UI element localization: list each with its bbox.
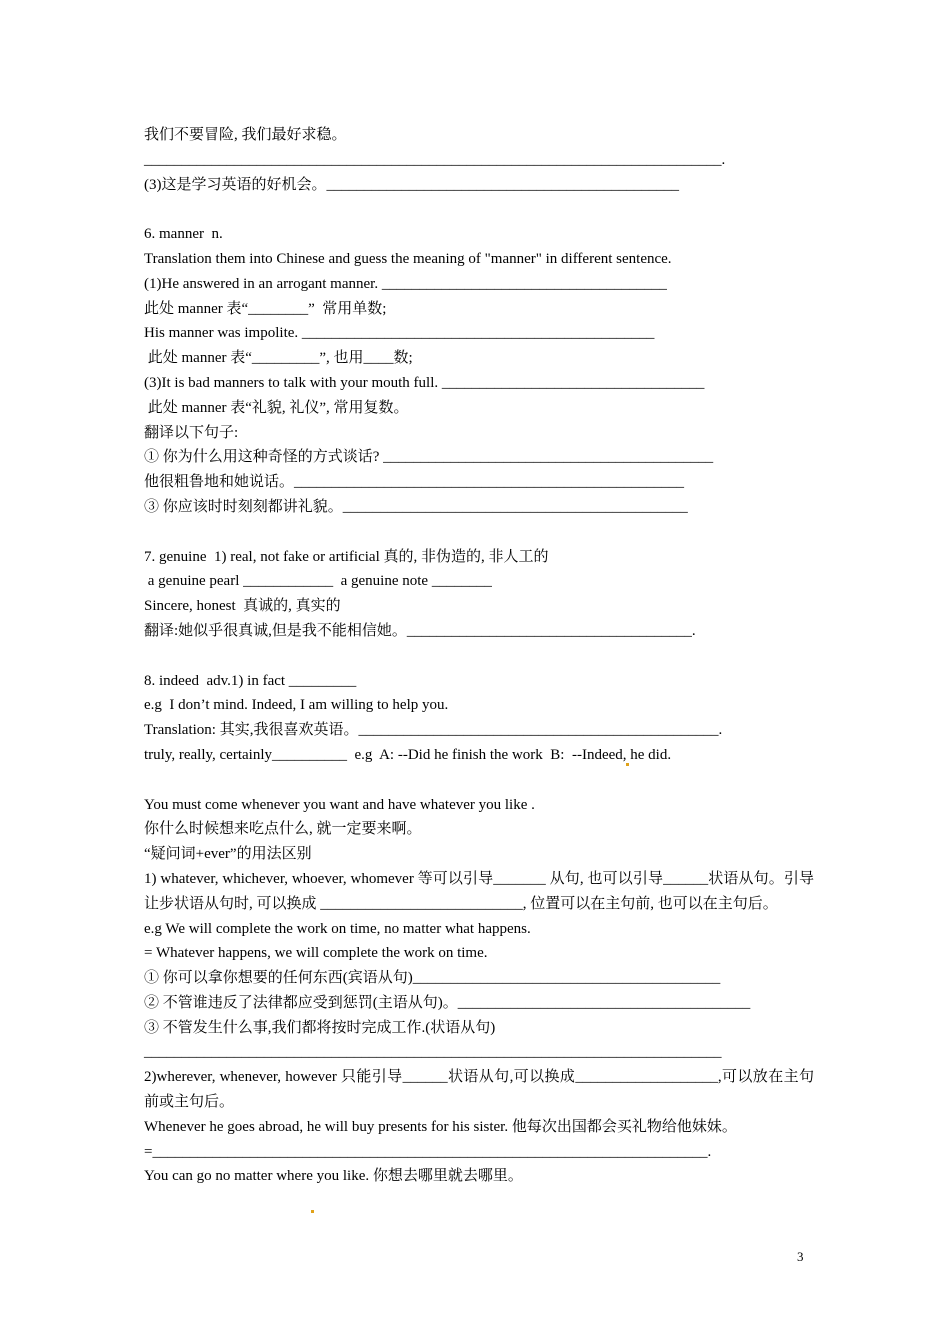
text-line: 此处 manner 表“________” 常用单数;	[144, 300, 387, 317]
section-heading-genuine: 7. genuine 1) real, not fake or artificial 真的, 非伪造的, 非人工的	[144, 548, 549, 565]
text-line: 他很粗鲁地和她说话。____________________________________________________	[144, 474, 685, 491]
text-line: You must come whenever you want and have whatever you like .	[144, 796, 535, 813]
text-line: 此处 manner 表“礼貌, 礼仪”, 常用复数。	[144, 399, 409, 416]
text-line: = Whatever happens, we will complete the work on time.	[144, 945, 488, 962]
page-number: 3	[797, 1249, 804, 1264]
text-line: ③ 不管发生什么事,我们都将按时完成工作.(状语从句)	[144, 1019, 496, 1036]
text-paragraph: 1) whatever, whichever, whoever, whomever 等可以引导_______ 从句, 也可以引导______状语从句。引导让步状语从句时, 可以换成 ___________________________, 位置可以在主句前, 也可以在主句后。	[144, 870, 814, 912]
spacer	[144, 520, 814, 545]
text-line: e.g I don’t mind. Indeed, I am willing to help you.	[144, 697, 449, 714]
answer-blank-line: =__________________________________________________________________________.	[144, 1143, 712, 1160]
highlight-mark	[311, 1210, 314, 1213]
text-line: ① 你可以拿你想要的任何东西(宾语从句)_________________________________________	[144, 970, 721, 987]
spacer	[144, 768, 814, 793]
text-line: ① 你为什么用这种奇怪的方式谈话? ____________________________________________	[144, 449, 714, 466]
text-line: (3)It is bad manners to talk with your mouth full. ___________________________________	[144, 374, 705, 391]
text-line: 我们不要冒险, 我们最好求稳。	[144, 127, 347, 143]
text-line: 你什么时候想来吃点什么, 就一定要来啊。	[144, 821, 422, 838]
answer-blank-line: _____________________________________________________________________________	[144, 1044, 722, 1061]
document-body	[144, 123, 814, 1189]
highlight-mark	[626, 763, 629, 766]
text-line: Translation: 其实,我很喜欢英语。________________________________________________.	[144, 722, 723, 739]
text-line: e.g We will complete the work on time, no matter what happens.	[144, 920, 531, 937]
spacer	[144, 197, 814, 222]
section-heading-indeed: 8. indeed adv.1) in fact _________	[144, 672, 357, 689]
text-line: You can go no matter where you like. 你想去哪里就去哪里。	[144, 1168, 523, 1185]
answer-blank-line: _____________________________________________________________________________.	[144, 151, 726, 168]
text-line: 翻译:她似乎很真诚,但是我不能相信她。______________________________________.	[144, 622, 696, 639]
section-heading-manner: 6. manner n.	[144, 226, 223, 243]
text-line: 此处 manner 表“_________”, 也用____数;	[144, 350, 413, 367]
text-line: ② 不管谁违反了法律都应受到惩罚(主语从句)。_______________________________________	[144, 994, 751, 1011]
text-line: (1)He answered in an arrogant manner. ______________________________________	[144, 275, 667, 292]
text-line: Sincere, honest 真诚的, 真实的	[144, 598, 341, 615]
text-line: truly, really, certainly__________ e.g A: --Did he finish the work B: --Indeed, he did.	[144, 746, 672, 763]
spacer	[144, 644, 814, 669]
text-line: Whenever he goes abroad, he will buy presents for his sister. 他每次出国都会买礼物给他妹妹。	[144, 1118, 737, 1135]
text-line: His manner was impolite. _______________________________________________	[144, 325, 655, 342]
text-line: 翻译以下句子:	[144, 424, 239, 441]
text-line: Translation them into Chinese and guess the meaning of "manner" in different sentence.	[144, 250, 672, 267]
subsection-heading: “疑问词+ever”的用法区别	[144, 846, 312, 863]
text-paragraph: 2)wherever, whenever, however 只能引导______状语从句,可以换成___________________,可以放在主句前或主句后。	[144, 1069, 814, 1111]
text-line: a genuine pearl ____________ a genuine note ________	[144, 573, 492, 590]
text-line: (3)这是学习英语的好机会。_______________________________________________	[144, 176, 679, 193]
text-line: ③ 你应该时时刻刻都讲礼貌。______________________________________________	[144, 498, 688, 515]
